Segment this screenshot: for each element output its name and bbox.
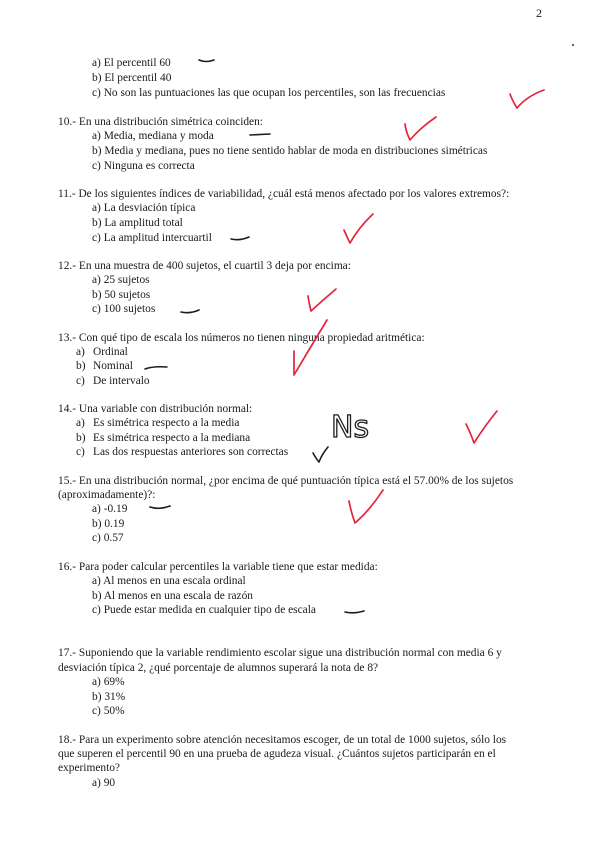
q15-option-c: c) 0.57: [92, 532, 124, 544]
q9-option-a: a) El percentil 60: [92, 57, 171, 69]
check-mark-q12: [308, 289, 336, 311]
check-mark-q15: [349, 490, 383, 523]
question-14: 14.- Una variable con distribución normal:: [58, 403, 253, 415]
dash-mark-q16: [345, 611, 364, 613]
dash-mark-q12: [181, 310, 199, 313]
option-letter: b): [76, 360, 86, 372]
page-speck: [572, 44, 574, 46]
dash-mark-q9: [199, 60, 214, 62]
q12-option-b: b) 50 sujetos: [92, 289, 151, 301]
q17-option-b: b) 31%: [92, 691, 126, 703]
q15-option-a: a) -0.19: [92, 503, 128, 515]
check-mark-q14: [466, 411, 497, 443]
question-13: 13.- Con qué tipo de escala los números no tienen ninguna propiedad aritmética:: [58, 332, 425, 344]
dash-mark-q13: [145, 367, 167, 369]
check-mark-q13: [294, 320, 327, 375]
option-text: Nominal: [93, 360, 133, 372]
q9-option-c: c) No son las puntuaciones las que ocupan los percentiles, son las frecuencias: [92, 87, 446, 99]
q18-option-a: a) 90: [92, 777, 116, 789]
check-mark-q9: [510, 90, 544, 108]
q14-option-c: [76, 445, 288, 459]
question-15: 15.- En una distribución normal, ¿por encima de qué puntuación típica está el 57.00% de los sujetos: [58, 475, 514, 487]
q10-option-a: a) Media, mediana y moda: [92, 130, 214, 142]
q16-option-b: b) Al menos en una escala de razón: [92, 590, 253, 602]
option-text: Las dos respuestas anteriores son correctas: [93, 446, 289, 458]
question-15-continued: (aproximadamente)?:: [58, 489, 156, 501]
q10-option-b: b) Media y mediana, pues no tiene sentido hablar de moda en distribuciones simétricas: [92, 145, 488, 157]
q12-option-a: a) 25 sujetos: [92, 274, 150, 286]
q12-option-c: c) 100 sujetos: [92, 303, 156, 315]
page-number: 2: [536, 6, 542, 20]
question-17-continued: desviación típica 2, ¿qué porcentaje de alumnos superará la nota de 8?: [58, 662, 379, 674]
check-mark-q11: [344, 214, 373, 243]
question-18-continued-2: experimento?: [58, 762, 120, 774]
q11-option-a: a) La desviación típica: [92, 202, 196, 214]
q13-option-b: [76, 359, 133, 373]
q14-option-b: [76, 431, 250, 445]
question-10: 10.- En una distribución simétrica coinciden:: [58, 116, 263, 128]
q15-option-b: b) 0.19: [92, 518, 125, 530]
dash-mark-q10: [250, 134, 270, 135]
q16-option-c: c) Puede estar medida en cualquier tipo de escala: [92, 604, 316, 616]
option-letter: b): [76, 432, 86, 444]
question-12: 12.- En una muestra de 400 sujetos, el cuartil 3 deja por encima:: [58, 260, 351, 272]
q13-option-a: [76, 345, 128, 359]
option-text: De intervalo: [93, 375, 150, 387]
option-text: Es simétrica respecto a la media: [93, 417, 240, 429]
q16-option-a: a) Al menos en una escala ordinal: [92, 575, 246, 587]
q11-option-c: c) La amplitud intercuartil: [92, 232, 212, 244]
question-17: 17.- Suponiendo que la variable rendimiento escolar sigue una distribución normal con media 6 y: [58, 647, 502, 659]
option-letter: a): [76, 346, 85, 358]
question-11: 11.- De los siguientes índices de variabilidad, ¿cuál está menos afectado por los valores extremos?:: [58, 188, 510, 200]
q17-option-c: c) 50%: [92, 705, 125, 717]
option-letter: c): [76, 446, 85, 458]
q9-option-b: b) El percentil 40: [92, 72, 172, 84]
question-18: 18.- Para un experimento sobre atención necesitamos escoger, de un total de 1000 sujetos, sólo los: [58, 734, 507, 746]
q14-option-a: [76, 416, 239, 430]
option-text: Ordinal: [93, 346, 128, 358]
question-18-continued: que superen el percentil 90 en una prueba de agudeza visual. ¿Cuántos sujetos participarán en el: [58, 748, 496, 760]
option-text: Es simétrica respecto a la mediana: [93, 432, 251, 444]
option-letter: c): [76, 375, 85, 387]
check-mark-q10: [405, 117, 436, 140]
question-16: 16.- Para poder calcular percentiles la variable tiene que estar medida:: [58, 561, 378, 573]
dash-mark-q11: [231, 237, 249, 240]
dash-mark-q14: [313, 447, 328, 462]
q13-option-c: [76, 374, 150, 388]
option-letter: a): [76, 417, 85, 429]
ns-annotation: Ns: [331, 410, 370, 445]
dash-mark-q15: [150, 506, 170, 508]
q17-option-a: a) 69%: [92, 676, 125, 688]
q10-option-c: c) Ninguna es correcta: [92, 160, 195, 172]
q11-option-b: b) La amplitud total: [92, 217, 183, 229]
